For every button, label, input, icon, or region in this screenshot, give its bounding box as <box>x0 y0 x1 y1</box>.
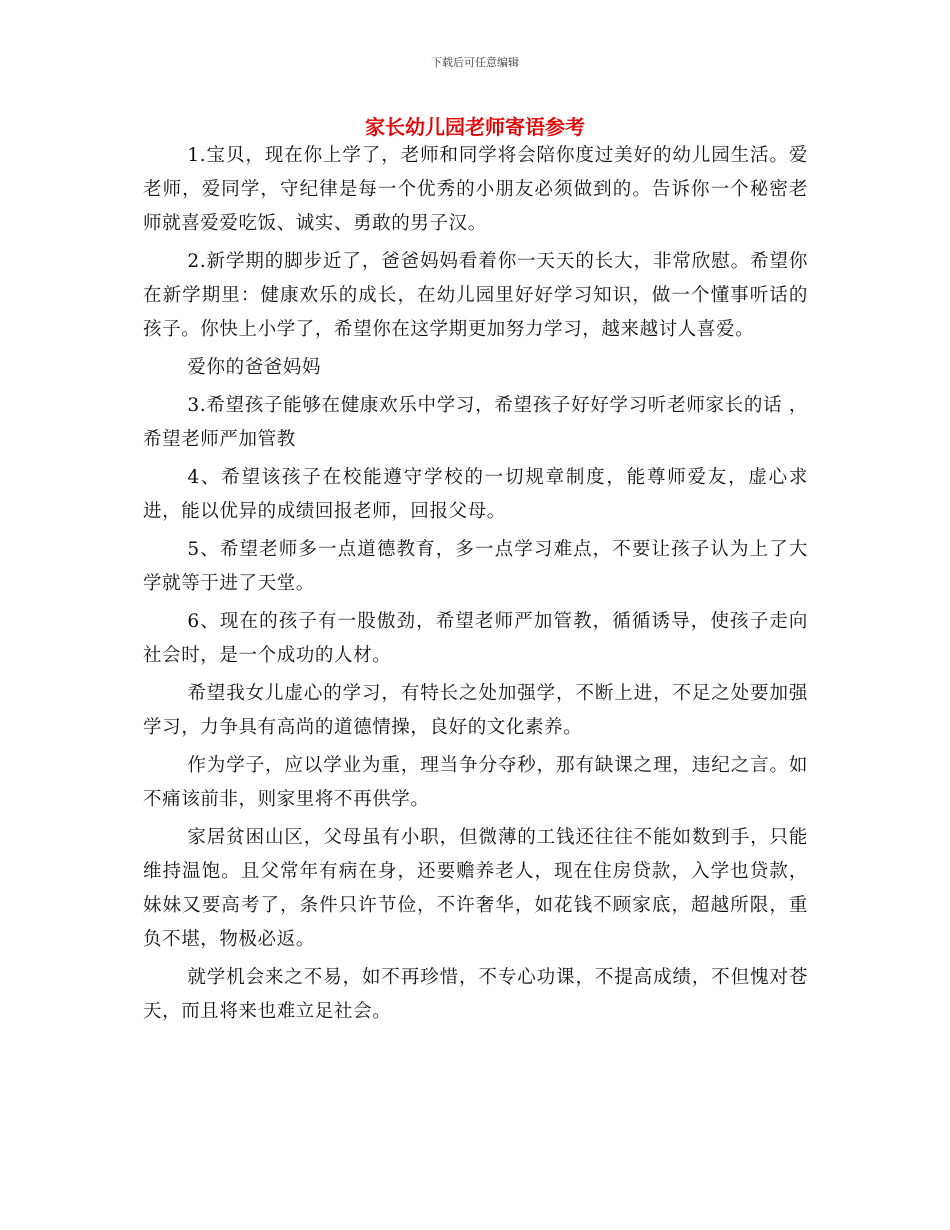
paragraph-7: 希望我女儿虚心的学习，有特长之处加强学，不断上进，不足之处要加强学习，力争具有高尚的道德情操，良好的文化素养。 <box>143 683 808 738</box>
paragraph-8: 作为学子，应以学业为重，理当争分夺秒，那有缺课之理，违纪之言。如不痛该前非，则家里将不再供学。 <box>143 755 808 810</box>
paragraph-6: 6、现在的孩子有一股傲劲，希望老师严加管教，循循诱导，使孩子走向社会时，是一个成功的人材。 <box>143 611 808 666</box>
paragraph-signature: 爱你的爸爸妈妈 <box>187 357 322 378</box>
paragraph-5: 5、希望老师多一点道德教育，多一点学习难点，不要让孩子认为上了大学就等于进了天堂。 <box>143 539 808 594</box>
document-body <box>143 139 808 1029</box>
paragraph-2: 2.新学期的脚步近了，爸爸妈妈看着你一天天的长大，非常欣慰。希望你在新学期里：健康欢乐的成长，在幼儿园里好好学习知识，做一个懂事听话的孩子。你快上小学了，希望你在这学期更加努力学习，越来越讨人喜爱。 <box>143 251 808 340</box>
paragraph-1: 1.宝贝，现在你上学了，老师和同学将会陪你度过美好的幼儿园生活。爱老师，爱同学，守纪律是每一个优秀的小朋友必须做到的。告诉你一个秘密老师就喜爱爱吃饭、诚实、勇敢的男子汉。 <box>143 145 808 234</box>
paragraph-3: 3.希望孩子能够在健康欢乐中学习，希望孩子好好学习听老师家长的话 ，希望老师严加管教 <box>143 395 808 450</box>
header-note: 下载后可任意编辑 <box>431 56 519 69</box>
paragraph-9: 家居贫困山区，父母虽有小职，但微薄的工钱还往往不能如数到手，只能维持温饱。且父常年有病在身，还要赡养老人，现在住房贷款，入学也贷款，妹妹又要高考了，条件只许节俭，不许奢华，如花钱不顾家底，超越所限，重负不堪，物极必返。 <box>143 827 808 950</box>
document-title: 家长幼儿园老师寄语参考 <box>365 115 585 139</box>
paragraph-10: 就学机会来之不易，如不再珍惜，不专心功课，不提高成绩，不但愧对苍天，而且将来也难立足社会。 <box>143 967 808 1022</box>
paragraph-4: 4、希望该孩子在校能遵守学校的一切规章制度，能尊师爱友，虚心求进，能以优异的成绩回报老师，回报父母。 <box>143 467 808 522</box>
